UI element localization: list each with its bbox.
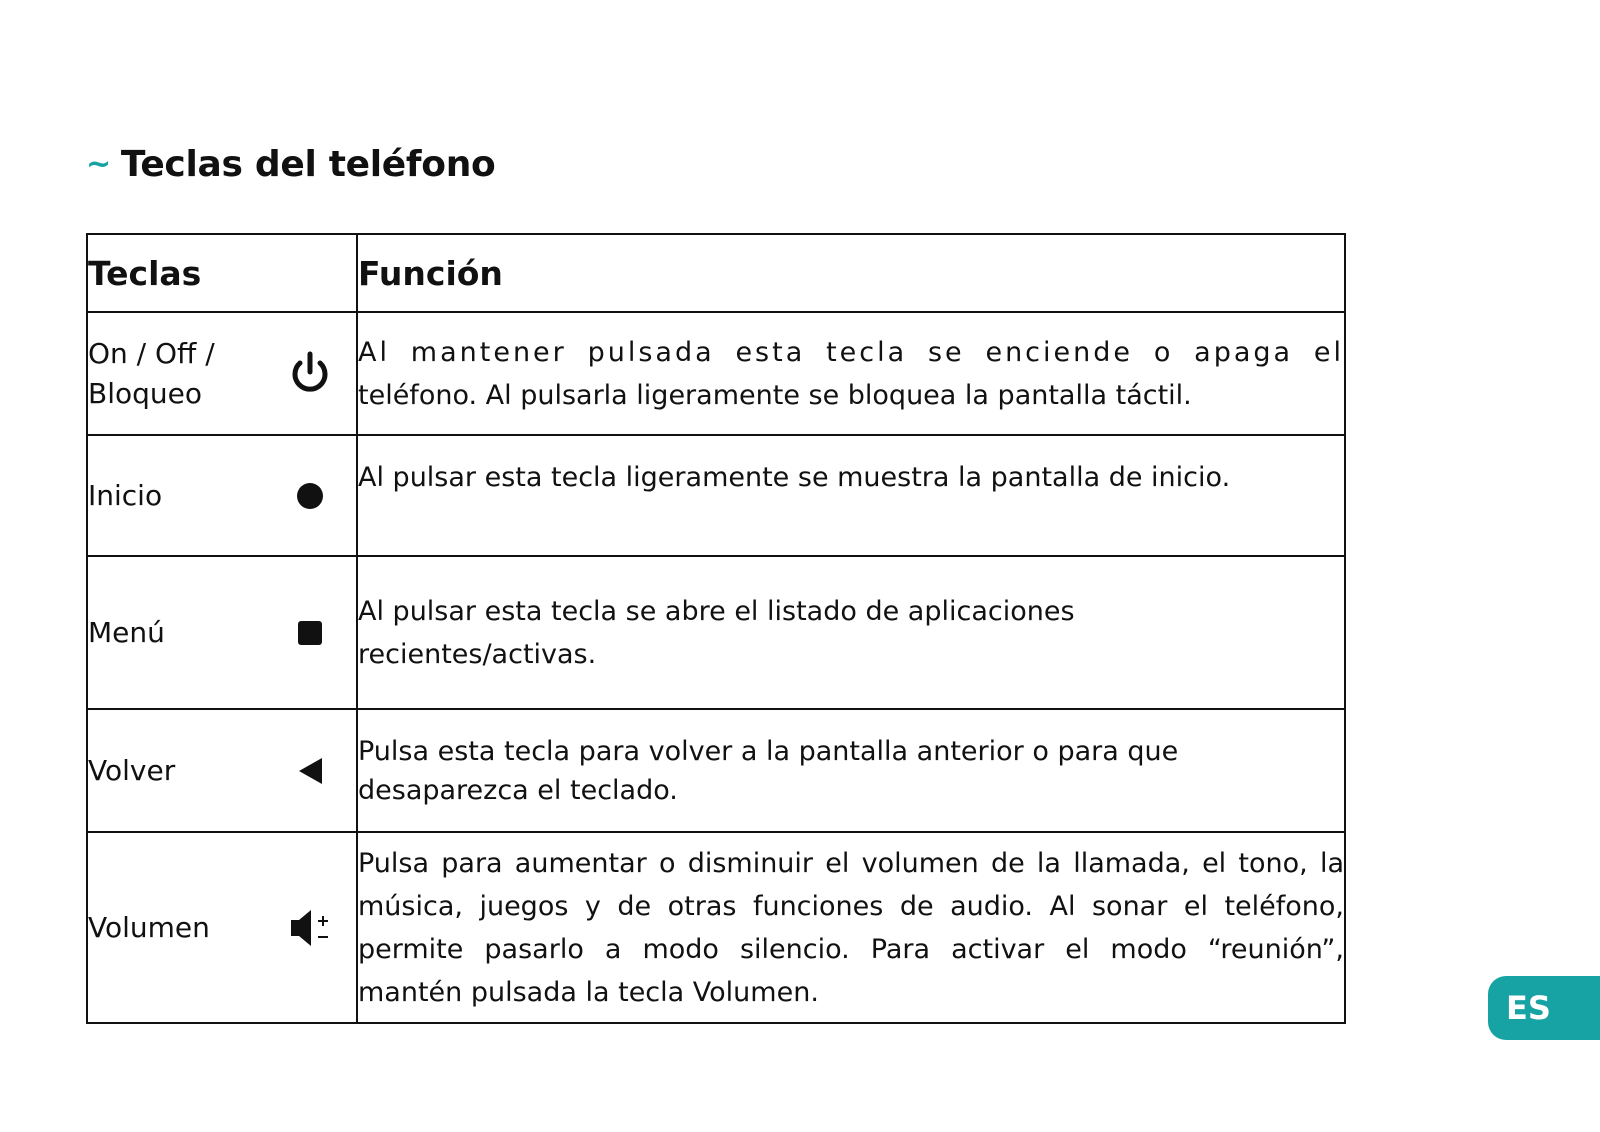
menu-square-icon — [288, 611, 332, 655]
home-circle-icon — [288, 474, 332, 518]
table-row — [87, 435, 1345, 556]
volume-icon — [288, 906, 332, 950]
function-cell — [357, 556, 1345, 709]
key-cell — [87, 709, 357, 832]
phone-keys-table — [86, 233, 1346, 1024]
header-keys: Teclas — [87, 234, 357, 312]
table-row — [87, 709, 1345, 832]
language-badge: ES — [1488, 976, 1600, 1040]
key-label: On / Off / Bloqueo — [88, 336, 215, 410]
function-text-line2: teléfono. Al pulsarla ligeramente se bloquea la pantalla táctil. — [358, 379, 1192, 411]
section-heading — [86, 144, 495, 185]
key-label: Menú — [88, 615, 165, 649]
table-row — [87, 832, 1345, 1023]
function-cell — [357, 312, 1345, 435]
function-text: Al pulsar esta tecla se abre el listado de aplicaciones recientes/activas. — [358, 595, 1075, 670]
power-icon — [288, 352, 332, 396]
key-label: Volver — [88, 753, 176, 787]
key-cell — [87, 435, 357, 556]
heading-marker: ~ — [86, 147, 111, 182]
table-row — [87, 556, 1345, 709]
key-cell — [87, 832, 357, 1023]
key-cell — [87, 556, 357, 709]
key-label: Volumen — [88, 910, 210, 944]
function-cell — [357, 709, 1345, 832]
table-row — [87, 312, 1345, 435]
function-text: Pulsa esta tecla para volver a la pantalla anterior o para que desaparezca el teclado. — [358, 735, 1179, 806]
back-triangle-icon — [288, 749, 332, 793]
function-text-line1: Al mantener pulsada esta tecla se enciende o apaga el — [358, 336, 1344, 368]
header-function: Función — [357, 234, 1345, 312]
function-cell: Al pulsar esta tecla ligeramente se muestra la pantalla de inicio. — [357, 435, 1345, 556]
function-cell: Pulsa para aumentar o disminuir el volumen de la llamada, el tono, la música, juegos y de otras funciones de audio. Al sonar el teléfono, permite pasarlo a modo silencio. Para activar el modo “reunión”, mantén pulsada la tecla Volumen. — [357, 832, 1345, 1023]
key-label: Inicio — [88, 478, 163, 512]
table-header-row — [87, 234, 1345, 312]
key-cell — [87, 312, 357, 435]
heading-title: Teclas del teléfono — [120, 144, 496, 185]
